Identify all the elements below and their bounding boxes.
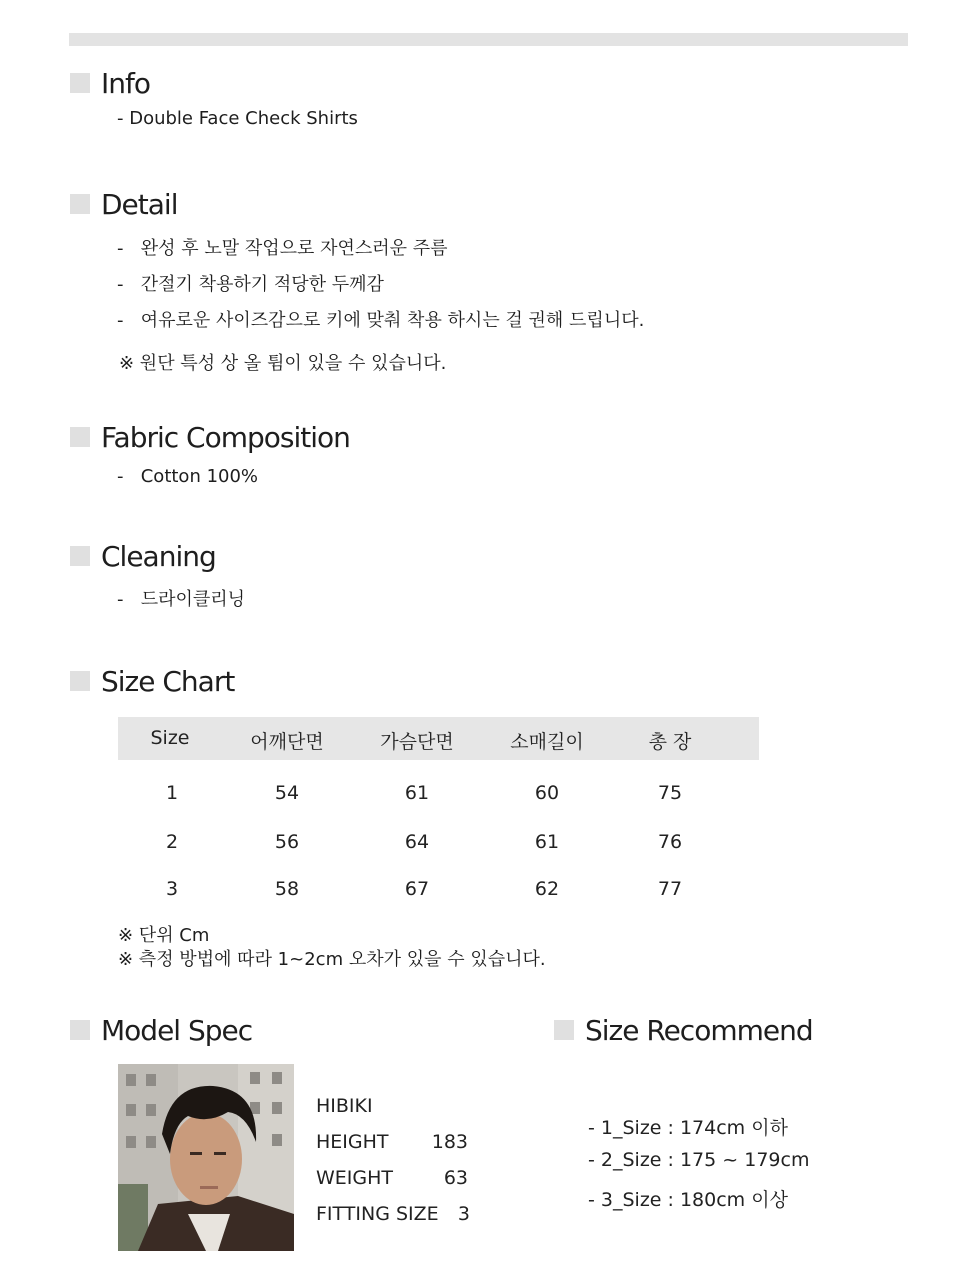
size-chart-header-cell: 가슴단면	[380, 731, 454, 753]
top-divider	[69, 33, 908, 46]
detail-section-header	[70, 187, 177, 221]
size-chart-header-cell: 총 장	[648, 731, 692, 753]
size-chart-header-cell: Size	[150, 727, 190, 749]
size-chart-cell: 56	[274, 831, 300, 853]
detail-title: Detail	[101, 187, 178, 221]
section-marker	[70, 73, 90, 93]
model-spec-section-header	[70, 1013, 252, 1047]
size-chart-cell: 60	[534, 782, 560, 804]
detail-item: - 완성 후 노말 작업으로 자연스러운 주름	[117, 238, 448, 259]
size-chart-header-cell: 소매길이	[510, 731, 584, 753]
size-recommend-title: Size Recommend	[585, 1013, 813, 1047]
size-chart-section-header	[70, 664, 234, 698]
fabric-section-header	[70, 420, 350, 454]
fabric-value: - Cotton 100%	[117, 466, 259, 487]
section-marker	[70, 1020, 90, 1040]
size-chart-cell: 62	[534, 878, 560, 900]
model-height-label: HEIGHT	[316, 1131, 389, 1153]
cleaning-section-header	[70, 539, 216, 573]
model-fitting-label: FITTING SIZE	[316, 1203, 439, 1225]
model-name: HIBIKI	[316, 1095, 373, 1117]
section-marker	[70, 546, 90, 566]
size-chart-note: ※ 단위 Cm	[118, 925, 210, 946]
size-chart-cell: 58	[274, 878, 300, 900]
size-recommend-item: - 2_Size : 175 ~ 179cm	[588, 1149, 810, 1171]
size-chart-cell: 64	[404, 831, 430, 853]
model-weight-label: WEIGHT	[316, 1167, 394, 1189]
size-chart-header-cell: 어깨단면	[250, 731, 324, 753]
size-chart-cell: 2	[165, 831, 179, 853]
section-marker	[70, 194, 90, 214]
info-product-name: - Double Face Check Shirts	[117, 108, 358, 129]
size-chart-cell: 3	[165, 878, 179, 900]
size-chart-cell: 54	[274, 782, 300, 804]
model-height-value: 183	[431, 1131, 468, 1153]
info-section-header	[70, 66, 150, 100]
size-chart-title: Size Chart	[101, 664, 235, 698]
cleaning-title: Cleaning	[101, 539, 216, 573]
cleaning-value: - 드라이클리닝	[117, 589, 246, 610]
detail-item: - 여유로운 사이즈감으로 키에 맞춰 착용 하시는 걸 권해 드립니다.	[117, 310, 645, 331]
size-recommend-item: - 3_Size : 180cm 이상	[588, 1189, 788, 1211]
model-weight-value: 63	[443, 1167, 468, 1189]
model-spec-title: Model Spec	[101, 1013, 253, 1047]
model-fitting-value: 3	[457, 1203, 470, 1225]
section-marker	[554, 1020, 574, 1040]
fabric-title: Fabric Composition	[101, 420, 350, 454]
detail-note: ※ 원단 특성 상 올 튐이 있을 수 있습니다.	[119, 353, 447, 374]
model-photo	[118, 1064, 294, 1251]
size-recommend-item: - 1_Size : 174cm 이하	[588, 1117, 788, 1139]
size-chart-cell: 77	[657, 878, 683, 900]
size-chart-note: ※ 측정 방법에 따라 1~2cm 오차가 있을 수 있습니다.	[118, 949, 546, 970]
size-chart-cell: 67	[404, 878, 430, 900]
section-marker	[70, 427, 90, 447]
size-chart-cell: 1	[165, 782, 179, 804]
section-marker	[70, 671, 90, 691]
info-title: Info	[101, 66, 150, 100]
detail-item: - 간절기 착용하기 적당한 두께감	[117, 274, 384, 295]
size-chart-cell: 75	[657, 782, 683, 804]
size-chart-cell: 61	[534, 831, 560, 853]
size-chart-cell: 76	[657, 831, 683, 853]
size-chart-cell: 61	[404, 782, 430, 804]
size-recommend-section-header	[554, 1013, 813, 1047]
model-photo-illustration	[118, 1064, 294, 1251]
